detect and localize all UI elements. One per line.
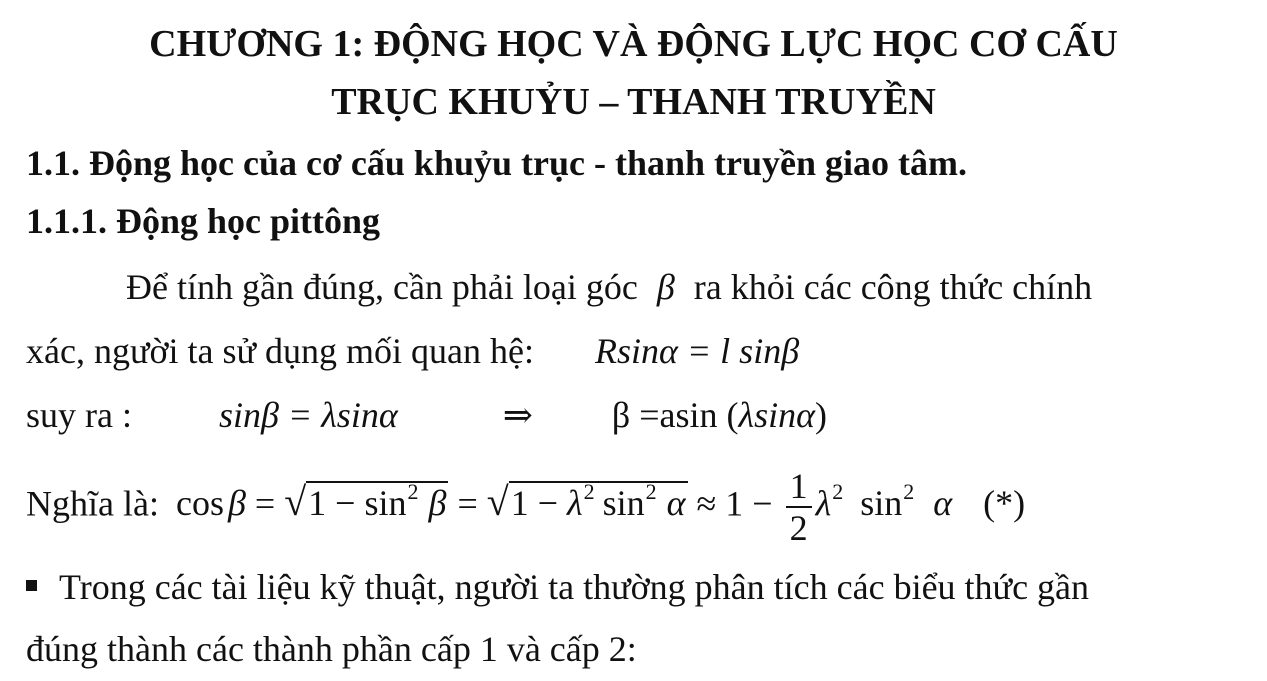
sqrt1-beta: β xyxy=(428,483,447,524)
alpha-symbol-2: α xyxy=(933,483,953,524)
paragraph-line-2 xyxy=(26,330,799,372)
fraction-denominator: 2 xyxy=(789,508,808,548)
chapter-title-line-2: TRỤC KHUỶU – THANH TRUYỀN xyxy=(331,81,936,123)
paragraph-text-a: Để tính gần đúng, cần phải loại góc xyxy=(126,267,638,307)
chapter-title-line-1: CHƯƠNG 1: ĐỘNG HỌC VÀ ĐỘNG LỰC HỌC CƠ CẤU xyxy=(149,23,1118,65)
asin-formula-c: ) xyxy=(815,395,827,435)
square-exponent-5: 2 xyxy=(903,479,915,505)
asin-formula-b: λsinα xyxy=(738,395,815,435)
cos-beta-equation xyxy=(26,466,1025,548)
paragraph-line-1 xyxy=(26,266,1240,308)
square-exponent-1: 2 xyxy=(407,479,419,505)
tail-sin: sin xyxy=(860,483,903,524)
paragraph-text-c: xác, người ta sử dụng mối quan hệ: xyxy=(26,331,534,371)
cos-word: cos xyxy=(175,483,224,524)
nghia-la-label: Nghĩa là: xyxy=(26,483,159,524)
sin-beta-formula: sinβ = λsinα xyxy=(218,395,398,435)
paragraph-text-b: ra khỏi các công thức chính xyxy=(693,267,1093,307)
square-exponent-2: 2 xyxy=(583,479,595,505)
section-heading-1-1: 1.1. Động học của cơ cấu khuỷu trục - thanh truyền giao tâm. xyxy=(26,143,967,183)
implies-symbol: ⇒ xyxy=(502,395,533,435)
approx-one-minus: ≈ 1 − xyxy=(696,483,773,524)
square-exponent-4: 2 xyxy=(832,479,844,505)
beta-symbol-2: β xyxy=(227,483,246,524)
suy-ra-label: suy ra : xyxy=(26,395,132,435)
sqrt2-sin: sin xyxy=(602,483,645,524)
alpha-symbol-1: α xyxy=(666,483,686,524)
square-bullet-icon xyxy=(26,580,37,591)
lambda-symbol-1: λ xyxy=(567,483,583,524)
sqrt-one-minus-sin2-beta: $√1 - \sin^2 \beta$ xyxy=(284,478,448,528)
asin-formula-a: β =asin ( xyxy=(611,395,739,435)
section-heading-1-1-1: 1.1.1. Động học pittông xyxy=(26,201,381,241)
fraction-numerator: 1 xyxy=(786,466,812,508)
bullet-paragraph-line-1 xyxy=(26,566,1089,608)
bullet-text-1: Trong các tài liệu kỹ thuật, người ta thường phân tích các biểu thức gần xyxy=(59,567,1090,607)
sqrt2-text: 1 − xyxy=(510,483,568,524)
one-half-fraction xyxy=(786,466,812,548)
equation-label-star: (*) xyxy=(983,483,1026,524)
relation-formula: Rsinα = l sinβ xyxy=(594,331,800,371)
equals-sign-1: = xyxy=(254,483,276,524)
lambda-symbol-2: λ xyxy=(815,483,832,524)
equals-sign-2: = xyxy=(457,483,478,524)
suy-ra-line xyxy=(26,394,827,436)
sqrt1-text: 1 − sin xyxy=(308,483,407,524)
sqrt-one-minus-lambda2-sin2-alpha: $√1 - \lambda^2$ $\sin^2 \alpha$ xyxy=(487,478,688,528)
square-exponent-3: 2 xyxy=(645,479,657,505)
bullet-paragraph-line-2: đúng thành các thành phần cấp 1 và cấp 2: xyxy=(26,629,637,669)
beta-symbol: β xyxy=(656,267,675,307)
